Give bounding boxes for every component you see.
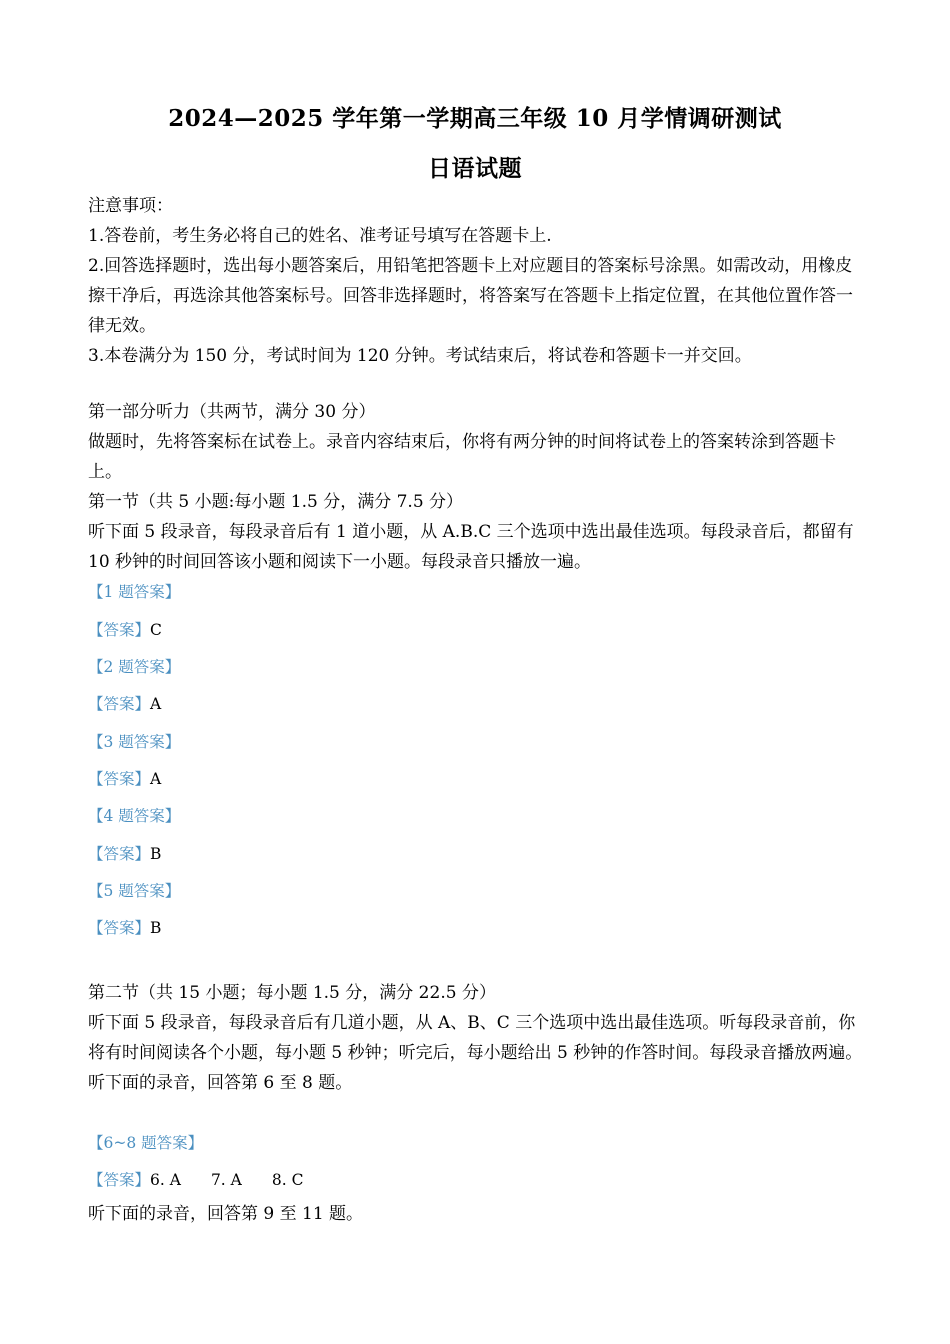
answer-label: 【答案】 bbox=[88, 1171, 151, 1189]
answer-tag-2: 【2 题答案】 bbox=[88, 658, 181, 676]
answer-line-2 bbox=[88, 694, 161, 714]
answer-line-5 bbox=[88, 918, 161, 938]
section2-prompt-1: 听下面的录音，回答第 6 至 8 题。 bbox=[88, 1073, 353, 1093]
answer-line-3 bbox=[88, 769, 161, 789]
answer-label: 【答案】 bbox=[88, 621, 151, 639]
answer-value: C bbox=[150, 621, 162, 639]
answer-value: A bbox=[150, 770, 162, 788]
answer-label: 【答案】 bbox=[88, 919, 151, 937]
answer-label: 【答案】 bbox=[88, 770, 151, 788]
section2 bbox=[88, 978, 864, 1098]
answer-value: 7. A bbox=[210, 1171, 242, 1189]
section2-heading: 第二节（共 15 小题；每小题 1.5 分，满分 22.5 分） bbox=[88, 983, 496, 1003]
answer-value: B bbox=[150, 845, 162, 863]
answer-line-4 bbox=[88, 844, 161, 864]
answer-group-line bbox=[88, 1170, 303, 1190]
answer-tag-3: 【3 题答案】 bbox=[88, 733, 181, 751]
part1-instruction: 做题时，先将答案标在试卷上。录音内容结束后，你将有两分钟的时间将试卷上的答案转涂到答题卡上。 bbox=[88, 432, 836, 482]
section2-prompt-2-block bbox=[88, 1199, 864, 1229]
section2-instruction: 听下面 5 段录音，每段录音后有几道小题，从 A、B、C 三个选项中选出最佳选项。听每段录音前，你将有时间阅读各个小题，每小题 5 秒钟；听完后，每小题给出 5 秒钟的作答时间。每段录音播放两遍。 bbox=[88, 1013, 863, 1063]
answer-label: 【答案】 bbox=[88, 695, 151, 713]
part1-section bbox=[88, 397, 864, 577]
answer-value: 8. C bbox=[271, 1171, 304, 1189]
answer-group-tag: 【6~8 题答案】 bbox=[88, 1134, 204, 1152]
notice-item: 2.回答选择题时，选出每小题答案后，用铅笔把答题卡上对应题目的答案标号涂黑。如需改动，用橡皮擦干净后，再选涂其他答案标号。回答非选择题时，将答案写在答题卡上指定位置，在其他位置作答一律无效。 bbox=[88, 256, 853, 336]
exam-title: 2024—2025 学年第一学期高三年级 10 月学情调研测试 bbox=[168, 105, 782, 132]
section2-prompt-2: 听下面的录音，回答第 9 至 11 题。 bbox=[88, 1204, 364, 1224]
answer-tag-4: 【4 题答案】 bbox=[88, 807, 181, 825]
part1-heading: 第一部分听力（共两节，满分 30 分） bbox=[88, 402, 376, 422]
answer-line-1 bbox=[88, 620, 162, 640]
notice-section bbox=[88, 191, 864, 371]
section1-heading: 第一节（共 5 小题:每小题 1.5 分，满分 7.5 分） bbox=[88, 492, 464, 512]
notice-item: 3.本卷满分为 150 分，考试时间为 120 分钟。考试结束后，将试卷和答题卡一并交回。 bbox=[88, 346, 752, 366]
section1-instruction: 听下面 5 段录音，每段录音后有 1 道小题，从 A.B.C 三个选项中选出最佳选项。每段录音后，都留有 10 秒钟的时间回答该小题和阅读下一小题。每段录音只播放一遍。 bbox=[88, 522, 854, 572]
answer-value: 6. A bbox=[150, 1171, 181, 1189]
answer-value: B bbox=[150, 919, 162, 937]
exam-subtitle: 日语试题 bbox=[428, 155, 522, 182]
answer-tag-1: 【1 题答案】 bbox=[88, 583, 181, 601]
notice-item: 1.答卷前，考生务必将自己的姓名、准考证号填写在答题卡上. bbox=[88, 226, 552, 246]
notice-heading: 注意事项： bbox=[88, 196, 173, 216]
answer-value: A bbox=[150, 695, 162, 713]
answer-tag-5: 【5 题答案】 bbox=[88, 882, 181, 900]
answer-label: 【答案】 bbox=[88, 845, 151, 863]
